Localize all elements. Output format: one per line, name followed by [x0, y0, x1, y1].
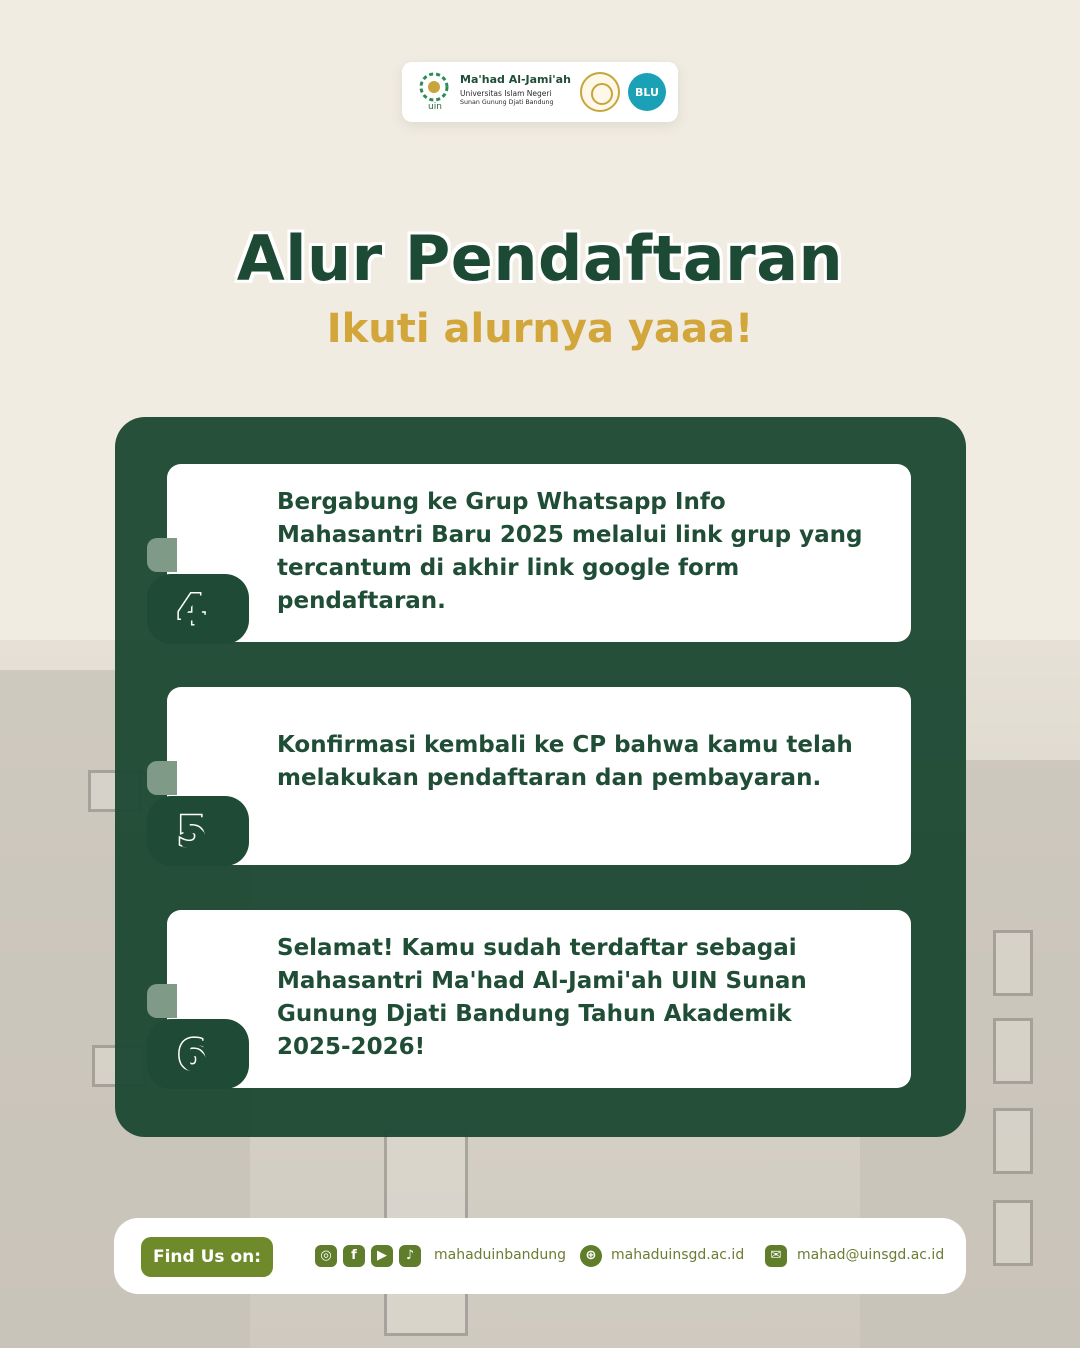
email-icon: ✉ — [765, 1245, 787, 1267]
find-us-label: Find Us on: — [141, 1237, 273, 1277]
website-link[interactable]: mahaduinsgd.ac.id — [611, 1247, 745, 1263]
step-text: Selamat! Kamu sudah terdaftar sebagai Mahasantri Ma'had Al-Jami'ah UIN Sunan Gunung Djati Bandung Tahun Akademik 2025-2026! — [277, 935, 807, 1060]
institution-subtitle-2: Sunan Gunung Djati Bandung — [460, 99, 554, 106]
email-link[interactable]: mahad@uinsgd.ac.id — [797, 1247, 945, 1263]
facebook-icon[interactable]: f — [343, 1245, 365, 1267]
blu-logo: BLU — [628, 73, 666, 111]
step-number: 6 — [177, 1029, 207, 1079]
step-card-5 — [167, 687, 911, 865]
step-text: Bergabung ke Grup Whatsapp Info Mahasantri Baru 2025 melalui link grup yang tercantum di akhir link google form pendaftaran. — [277, 489, 863, 614]
step-number-badge — [147, 1019, 249, 1089]
contact-footer — [114, 1218, 966, 1294]
uin-logo-text: uin — [428, 102, 442, 112]
tiktok-icon[interactable]: ♪ — [399, 1245, 421, 1267]
step-number: 5 — [177, 806, 207, 856]
step-tab-decoration — [147, 761, 177, 795]
step-card-6 — [167, 910, 911, 1088]
page-subtitle: Ikuti alurnya yaaa! — [326, 306, 754, 352]
step-card-4 — [167, 464, 911, 642]
page-title: Alur Pendaftaran — [236, 222, 844, 295]
step-tab-decoration — [147, 984, 177, 1018]
institution-subtitle: Universitas Islam Negeri — [460, 89, 552, 98]
social-handle[interactable]: mahaduinbandung — [434, 1247, 567, 1263]
institution-name: Ma'had Al-Jami'ah — [460, 73, 571, 86]
globe-icon: ⊕ — [580, 1245, 602, 1267]
step-number-badge — [147, 796, 249, 866]
step-number-badge — [147, 574, 249, 644]
instagram-icon[interactable]: ◎ — [315, 1245, 337, 1267]
step-text: Konfirmasi kembali ke CP bahwa kamu telah melakukan pendaftaran dan pembayaran. — [277, 732, 853, 791]
logo-card — [402, 62, 678, 122]
step-tab-decoration — [147, 538, 177, 572]
seal-emblem-icon — [580, 72, 620, 112]
step-number: 4 — [177, 584, 207, 634]
youtube-icon[interactable]: ▶ — [371, 1245, 393, 1267]
